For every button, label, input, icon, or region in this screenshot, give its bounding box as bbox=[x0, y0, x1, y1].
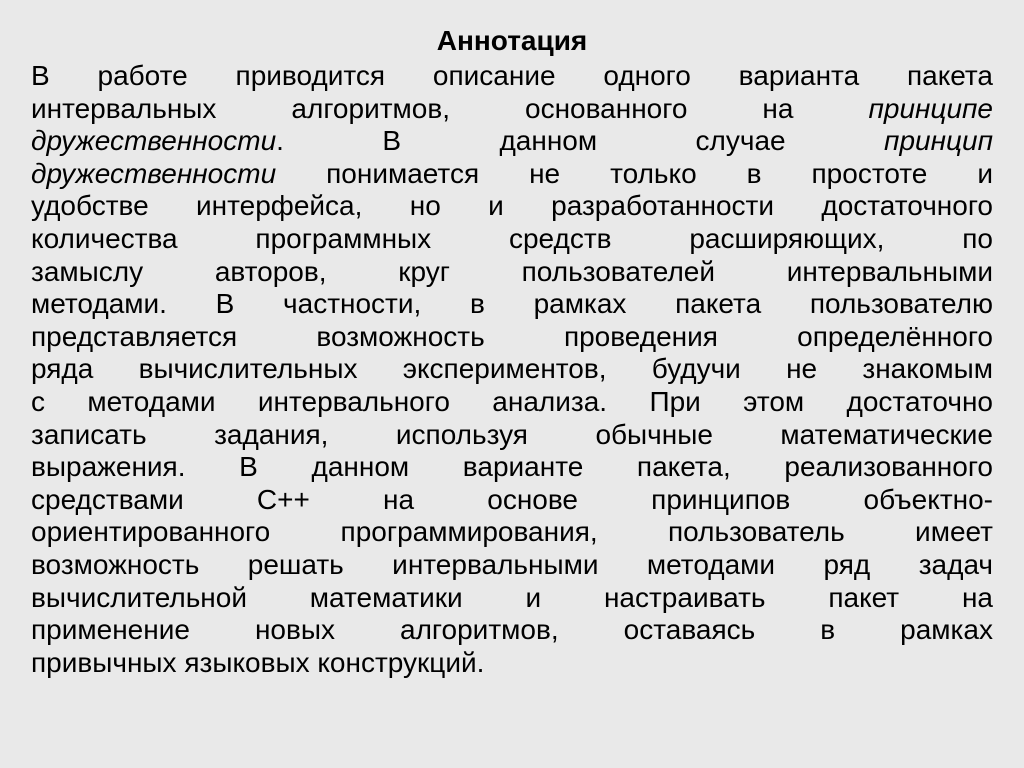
text-segment: . В данном случае bbox=[276, 125, 885, 157]
text-segment: интервальных алгоритмов, основанного на bbox=[31, 92, 869, 124]
abstract-line bbox=[31, 582, 993, 615]
abstract-line bbox=[31, 256, 993, 289]
abstract-line bbox=[31, 321, 993, 354]
abstract-line bbox=[31, 125, 993, 158]
abstract-line bbox=[31, 614, 993, 647]
emphasized-text: дружественности bbox=[31, 125, 277, 157]
text-segment: привычных языковых конструкций. bbox=[31, 646, 485, 678]
abstract-line bbox=[31, 353, 993, 386]
text-segment: возможность решать интервальными методами ряд задач bbox=[31, 548, 993, 580]
abstract-body bbox=[31, 60, 993, 679]
text-segment: выражения. В данном варианте пакета, реализованного bbox=[31, 451, 993, 483]
abstract-line bbox=[31, 419, 993, 452]
emphasized-text: принципе bbox=[868, 92, 993, 124]
abstract-line bbox=[31, 484, 993, 517]
text-segment: замыслу авторов, круг пользователей интервальными bbox=[31, 255, 993, 287]
abstract-line bbox=[31, 386, 993, 419]
page-title: Аннотация bbox=[436, 25, 588, 56]
abstract-line bbox=[31, 451, 993, 484]
text-segment: представляется возможность проведения определённого bbox=[31, 320, 993, 352]
abstract-line bbox=[31, 288, 993, 321]
abstract-line bbox=[31, 647, 993, 680]
text-segment: применение новых алгоритмов, оставаясь в рамках bbox=[31, 614, 993, 646]
text-segment: с методами интервального анализа. При этом достаточно bbox=[31, 385, 993, 417]
abstract-line bbox=[31, 60, 993, 93]
text-segment: средствами С++ на основе принципов объектно- bbox=[31, 483, 993, 515]
abstract-line bbox=[31, 516, 993, 549]
text-segment: вычислительной математики и настраивать пакет на bbox=[31, 581, 993, 613]
abstract-line bbox=[31, 549, 993, 582]
abstract-line bbox=[31, 223, 993, 256]
text-segment: В работе приводится описание одного варианта пакета bbox=[31, 60, 993, 91]
emphasized-text: принцип bbox=[884, 125, 993, 157]
text-segment: методами. В частности, в рамках пакета пользователю bbox=[31, 288, 993, 320]
text-segment: записать задания, используя обычные математические bbox=[31, 418, 993, 450]
text-segment: ориентированного программирования, пользователь имеет bbox=[31, 516, 993, 548]
emphasized-text: дружественности bbox=[31, 157, 277, 189]
text-segment: удобстве интерфейса, но и разработанности достаточного bbox=[31, 190, 993, 222]
text-segment: ряда вычислительных экспериментов, будучи не знакомым bbox=[31, 353, 993, 385]
abstract-line bbox=[31, 190, 993, 223]
text-segment: понимается не только в простоте и bbox=[276, 157, 993, 189]
abstract-line bbox=[31, 93, 993, 126]
text-segment: количества программных средств расширяющих, по bbox=[31, 222, 993, 254]
abstract-line bbox=[31, 158, 993, 191]
